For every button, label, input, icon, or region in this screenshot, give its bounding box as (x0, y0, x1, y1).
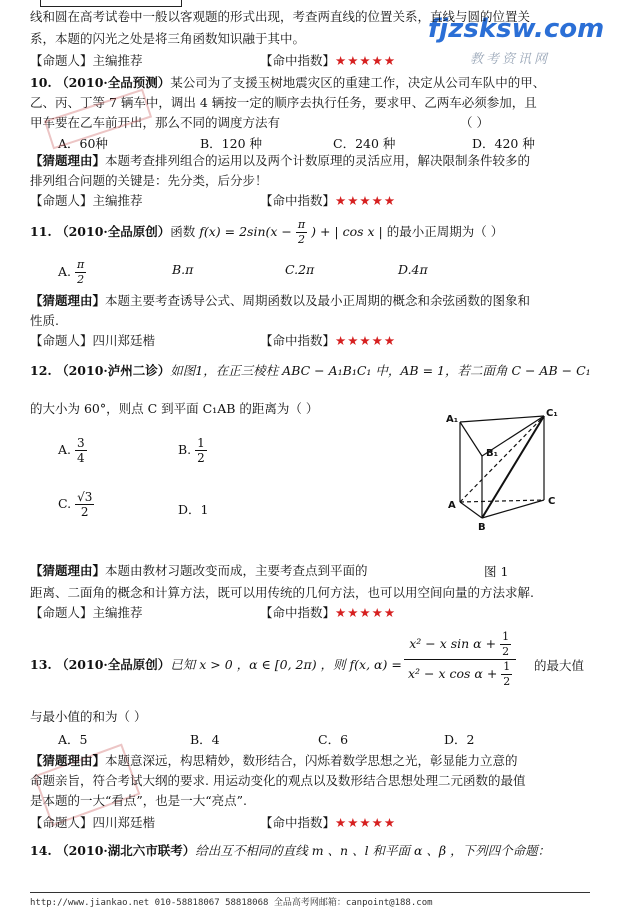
site-watermark-sub: 教考资讯网 (470, 52, 551, 67)
proposer-name: 四川郑廷楷 (92, 815, 156, 830)
proposer-label: 【命题人】 (30, 605, 93, 620)
q13-meta (30, 814, 397, 832)
q13-reason-text1: 本题意深远，构思精妙，数形结合，闪烁着数学思想之光，彰显能力立意的 (105, 753, 518, 768)
q12-text1: 如图1，在正三棱柱 ABC − A₁B₁C₁ 中，AB = 1，若二面角 C − AB − C₁ (170, 363, 591, 378)
q12-reason1 (30, 562, 368, 580)
q13-num-half-n: 1 (502, 630, 510, 643)
edge-a-b (460, 502, 482, 518)
intro-line-b: 系，本题的闪光之处是将三角函数知识融于其中。 (30, 31, 306, 46)
q12-text2: 的大小为 60°，则点 C 到平面 C₁AB 的距离为（ ） (30, 401, 319, 416)
hit-label: 【命中指数】 (260, 605, 336, 620)
q10-reason-text1: 本题考查排列组合的运用以及两个计数原理的灵活应用，解决限制条件较多的 (105, 153, 531, 168)
q11-frac-num: π (297, 218, 306, 231)
label-a1: A₁ (446, 414, 459, 425)
label-b: B (478, 522, 486, 532)
q10-text1: 某公司为了支援玉树地震灾区的重建工作，决定从公司车队中的甲、 (170, 75, 546, 90)
q13-den-half-n: 1 (503, 660, 511, 673)
q13-line1 (30, 656, 402, 674)
q12-option-a (58, 436, 87, 465)
q13-num-half-d: 2 (502, 645, 510, 658)
q12-line1 (30, 362, 591, 380)
q13-denominator (404, 660, 516, 689)
q10-reason2: 排列组合问题的关键是：先分类，后分步！ (30, 173, 268, 188)
q11-source: 11. （2010·全品原创） (30, 224, 171, 239)
q11-reason-text1: 本题主要考查诱导公式、周期函数以及最小正周期的概念和余弦函数的图象和 (105, 293, 531, 308)
q13-text-pre: 已知 x > 0 ，α ∈ [0, 2π) ，则 f(x, α) = (170, 657, 402, 672)
hit-label: 【命中指数】 (260, 53, 336, 68)
q12-option-c-den: 2 (80, 505, 89, 519)
reason-label: 【猜题理由】 (30, 563, 106, 578)
q11-reason1 (30, 292, 530, 310)
q12-option-b (178, 436, 207, 465)
figure-caption: 图 1 (484, 564, 509, 579)
proposer-label: 【命题人】 (30, 193, 93, 208)
q13-option-b: B．4 (190, 732, 220, 747)
q10-text2: 乙、丙、丁等 7 辆车中，调出 4 辆按一定的顺序去执行任务，要求甲、乙两车必须参加，且 (30, 95, 537, 110)
q13-text-post: 的最大值 (534, 658, 585, 673)
edge-a-c-hidden (460, 500, 544, 502)
q10-meta (30, 192, 397, 210)
q13-reason1 (30, 752, 518, 770)
q11-formula-right: ) + | cos x | (311, 224, 383, 239)
q10-line1 (30, 74, 545, 92)
q12-option-b-num: 1 (197, 436, 205, 450)
intro-line-a: 线和圆在高考试卷中一般以客观题的形式出现，考查两直线的位置关系，直线与圆的位置关 (30, 9, 531, 24)
q11-option-c: C.2π (285, 262, 315, 277)
q14-source: 14. （2010·湖北六市联考） (30, 843, 196, 858)
proposer-label: 【命题人】 (30, 333, 93, 348)
hit-label: 【命中指数】 (260, 815, 336, 830)
label-c: C (548, 496, 556, 507)
reason-label: 【猜题理由】 (30, 753, 106, 768)
rating-stars: ★★★★★ (335, 815, 397, 830)
label-c1: C₁ (546, 408, 558, 419)
reason-label: 【猜题理由】 (30, 293, 106, 308)
q11-option-a-num: π (77, 258, 85, 271)
rating-stars: ★★★★★ (335, 53, 397, 68)
q10-option-a: A．60种 (58, 136, 108, 151)
q11-line1 (30, 218, 503, 247)
q11-text-pre: 函数 (170, 224, 196, 239)
q9-meta (30, 52, 397, 70)
hit-label: 【命中指数】 (260, 193, 336, 208)
q12-meta (30, 604, 397, 622)
q13-den-text: x² − x cos α + (408, 666, 498, 681)
q13-option-d: D．2 (444, 732, 475, 747)
q12-source: 12. （2010·泸州二诊） (30, 363, 171, 378)
edge-a1-c1 (460, 416, 544, 422)
q13-numerator (404, 630, 516, 660)
page-footer: http://www.jiankao.net 010-58818067 58818068 全品高考网邮箱：canpoint@188.com (30, 898, 433, 908)
q11-reason2: 性质. (30, 313, 59, 328)
q12-option-b-label: B. (178, 442, 192, 457)
proposer-label: 【命题人】 (30, 815, 93, 830)
q13-text2: 与最小值的和为（ ） (30, 709, 147, 724)
q14-text: 给出互不相同的直线 m 、n 、l 和平面 α 、β ，下列四个命题： (195, 843, 551, 858)
proposer-name: 主编推荐 (92, 53, 143, 68)
q10-text3: 甲车要在乙车前开出，那么不同的调度方法有 (30, 115, 281, 130)
q11-meta (30, 332, 397, 350)
hit-label: 【命中指数】 (260, 333, 336, 348)
q13-option-a: A．5 (58, 732, 88, 747)
prism-figure (432, 404, 582, 532)
label-a: A (448, 500, 456, 511)
label-b1: B₁ (486, 448, 499, 459)
edge-a-c1-hidden (460, 416, 544, 502)
edge-a1-b1 (460, 422, 482, 456)
q13-option-c: C．6 (318, 732, 349, 747)
q10-source: 10. （2010·全品预测） (30, 75, 171, 90)
q11-text-post: 的最小正周期为（ ） (386, 224, 504, 239)
q11-option-a-label: A. (58, 264, 72, 279)
proposer-name: 主编推荐 (92, 193, 143, 208)
q13-fraction (404, 630, 516, 689)
q13-den-half-d: 2 (503, 675, 511, 688)
footer-rule (30, 892, 590, 893)
q11-formula-left: f(x) = 2sin(x − (199, 224, 292, 239)
q11-frac-den: 2 (297, 233, 305, 246)
q12-option-d: D．1 (178, 502, 209, 517)
q13-reason2: 命题亲旨，符合考试大纲的要求. 用运动变化的观点以及数形结合思想处理二元函数的最值 (30, 773, 526, 788)
q12-reason-text1: 本题由教材习题改变而成，主要考查点到平面的 (105, 563, 368, 578)
q13-source: 13. （2010·全品原创） (30, 657, 171, 672)
q12-reason2: 距离、二面角的概念和计算方法，既可以用传统的几何方法，也可以用空间向量的方法求解. (30, 585, 534, 600)
q10-reason1 (30, 152, 530, 170)
q13-reason3: 是本题的一大“看点”，也是一大“亮点”. (30, 793, 248, 808)
rating-stars: ★★★★★ (335, 333, 397, 348)
q11-option-a (58, 258, 86, 287)
proposer-name: 四川郑廷楷 (92, 333, 156, 348)
q12-option-c (58, 490, 94, 519)
q11-option-d: D.4π (398, 262, 428, 277)
q12-option-a-label: A. (58, 442, 72, 457)
q10-paren: （ ） (460, 115, 489, 130)
q10-option-c: C．240 种 (333, 136, 396, 151)
q12-option-c-num: √3 (77, 490, 93, 504)
proposer-label: 【命题人】 (30, 53, 93, 68)
rating-stars: ★★★★★ (335, 193, 397, 208)
q10-option-b: B．120 种 (200, 136, 263, 151)
q12-option-b-den: 2 (197, 451, 205, 465)
q13-num-text: x² − x sin α + (409, 636, 497, 651)
q11-option-b: B.π (172, 262, 194, 277)
q12-option-a-den: 4 (77, 451, 85, 465)
q10-option-d: D．420 种 (472, 136, 535, 151)
q12-option-a-num: 3 (77, 436, 85, 450)
q14-line1 (30, 842, 550, 860)
q11-option-a-den: 2 (77, 273, 85, 286)
proposer-name: 主编推荐 (92, 605, 143, 620)
header-box (40, 0, 182, 7)
q12-option-c-label: C. (58, 496, 72, 511)
site-watermark: fjzsksw.com (428, 14, 605, 44)
reason-label: 【猜题理由】 (30, 153, 106, 168)
rating-stars: ★★★★★ (335, 605, 397, 620)
